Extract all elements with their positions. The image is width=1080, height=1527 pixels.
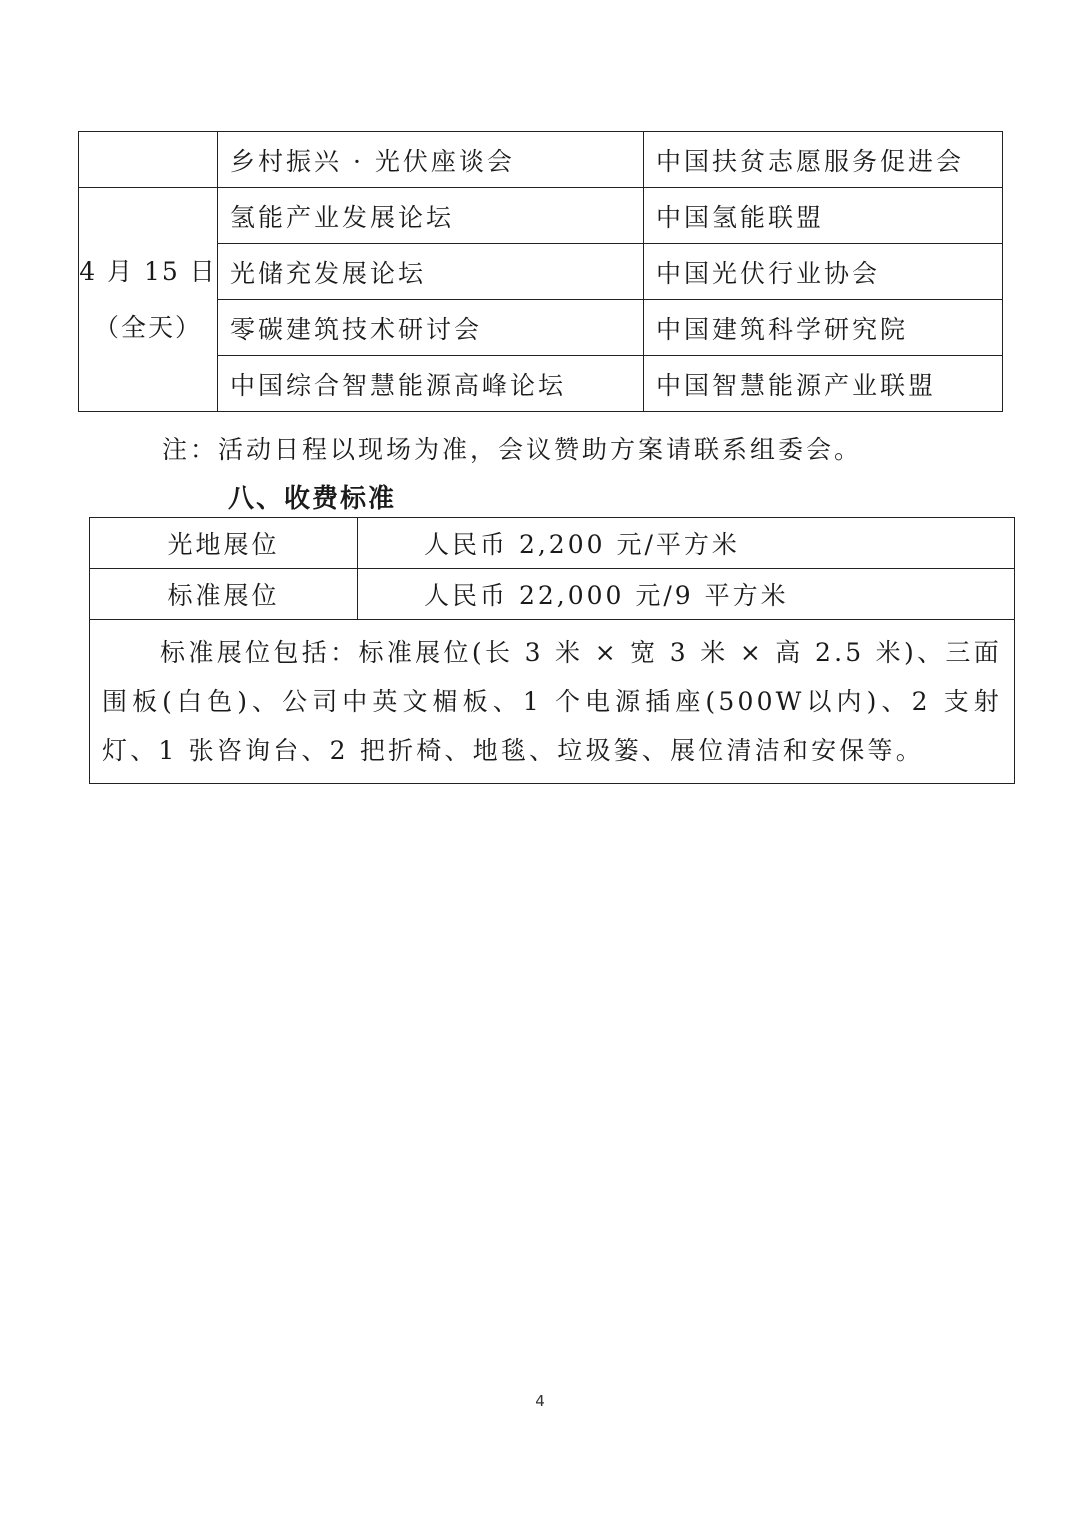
table-row xyxy=(90,518,1015,569)
booth-includes-text: 标准展位包括：标准展位(长 3 米 × 宽 3 米 × 高 2.5 米)、三面围板(白色)、公司中英文楣板、1 个电源插座(500W以内)、2 支射灯、1 张咨询台、2 把折椅、地毯、垃圾篓、展位清洁和安保等。 xyxy=(90,620,1015,784)
event-organizer: 中国智慧能源产业联盟 xyxy=(644,356,1003,412)
event-organizer: 中国扶贫志愿服务促进会 xyxy=(644,132,1003,188)
fee-item-name: 标准展位 xyxy=(90,569,358,620)
table-row xyxy=(90,620,1015,784)
table-row xyxy=(79,132,1003,188)
event-name: 氢能产业发展论坛 xyxy=(218,188,644,244)
table-row xyxy=(79,244,1003,300)
table-row xyxy=(79,300,1003,356)
fee-item-name: 光地展位 xyxy=(90,518,358,569)
event-schedule-table xyxy=(78,131,1003,412)
event-name: 零碳建筑技术研讨会 xyxy=(218,300,644,356)
event-name: 中国综合智慧能源高峰论坛 xyxy=(218,356,644,412)
table-row xyxy=(79,356,1003,412)
schedule-note: 注：活动日程以现场为准，会议赞助方案请联系组委会。 xyxy=(162,435,863,464)
page-number: 4 xyxy=(535,1392,545,1410)
event-organizer: 中国光伏行业协会 xyxy=(644,244,1003,300)
event-name: 光储充发展论坛 xyxy=(218,244,644,300)
event-organizer: 中国氢能联盟 xyxy=(644,188,1003,244)
section-heading-fees: 八、收费标准 xyxy=(228,484,397,514)
event-organizer: 中国建筑科学研究院 xyxy=(644,300,1003,356)
date-sublabel: （全天） xyxy=(93,312,202,342)
fee-item-price: 人民币 2,200 元/平方米 xyxy=(358,518,1015,569)
table-row xyxy=(79,188,1003,244)
date-label: 4 月 15 日 xyxy=(79,256,217,286)
table-row xyxy=(90,569,1015,620)
fee-item-price: 人民币 22,000 元/9 平方米 xyxy=(358,569,1015,620)
date-cell-empty xyxy=(79,132,218,188)
event-name: 乡村振兴 · 光伏座谈会 xyxy=(218,132,644,188)
fee-table xyxy=(89,517,1015,784)
date-cell-apr15 xyxy=(79,188,218,412)
